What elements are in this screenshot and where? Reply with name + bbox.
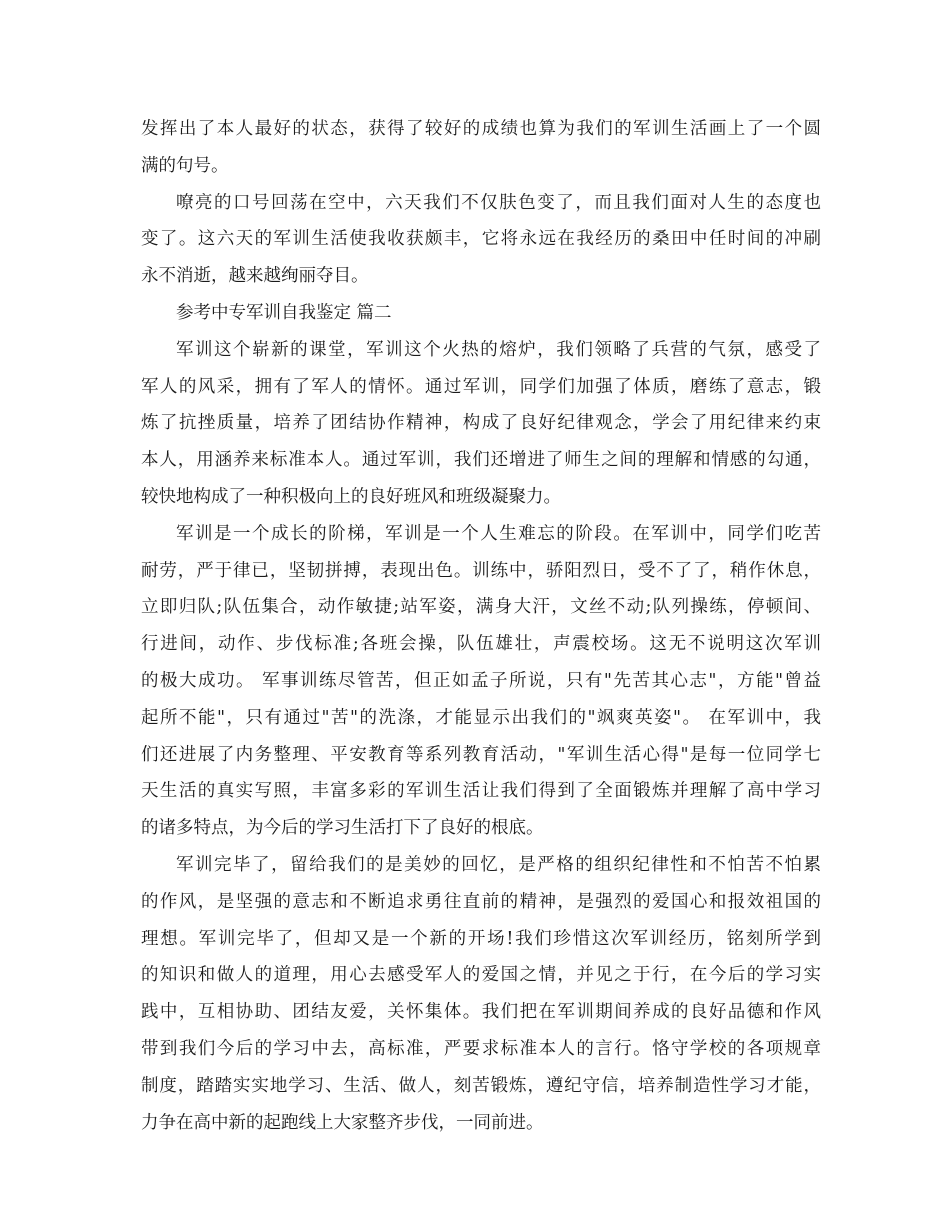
paragraph-first-line: 嘹亮的口号回荡在空中，六天我们不仅肤色变了，而且我们面对人生的态度也 — [176, 192, 821, 213]
paragraph-first-line: 参考中专军训自我鉴定 篇二 — [176, 302, 392, 323]
text-line: 的作风，是坚强的意志和不断追求勇往直前的精神，是强烈的爱国心和报效祖国的 — [141, 891, 821, 912]
text-line: 耐劳，严于律已，坚韧拼搏，表现出色。训练中，骄阳烈日，受不了了，稍作休息， — [141, 560, 821, 581]
text-line: 发挥出了本人最好的状态，获得了较好的成绩也算为我们的军训生活画上了一个圆 — [141, 119, 821, 139]
text-line: 理想。军训完毕了，但却又是一个新的开场!我们珍惜这次军训经历，铭刻所学到 — [141, 928, 821, 949]
paragraph-first-line: 军训是一个成长的阶梯，军训是一个人生难忘的阶段。在军训中，同学们吃苦 — [176, 523, 821, 544]
text-line: 军人的风采，拥有了军人的情怀。通过军训，同学们加强了体质，磨练了意志，锻 — [141, 376, 821, 397]
text-line: 的诸多特点，为今后的学习生活打下了良好的根底。 — [141, 818, 544, 839]
text-line: 立即归队;队伍集合，动作敏捷;站军姿，满身大汗，文丝不动;队列操练，停顿间、 — [141, 597, 821, 618]
text-line: 炼了抗挫质量，培养了团结协作精神，构成了良好纪律观念，学会了用纪律来约束 — [141, 413, 821, 434]
text-line: 们还进展了内务整理、平安教育等系列教育活动，"军训生活心得"是每一位同学七 — [141, 744, 821, 765]
text-line: 行进间，动作、步伐标准;各班会操，队伍雄壮，声震校场。这无不说明这次军训 — [141, 634, 821, 655]
text-line: 力争在高中新的起跑线上大家整齐步伐，一同前进。 — [141, 1112, 544, 1133]
text-line: 变了。这六天的军训生活使我收获颇丰，它将永远在我经历的桑田中任时间的冲刷 — [141, 229, 821, 250]
text-line: 带到我们今后的学习中去，高标准，严要求标准本人的言行。恪守学校的各项规章 — [141, 1038, 821, 1059]
text-line: 的极大成功。 军事训练尽管苦，但正如孟子所说，只有"先苦其心志"，方能"曾益 — [141, 670, 821, 691]
text-line: 永不消逝，越来越绚丽夺目。 — [141, 266, 369, 287]
document-body — [141, 111, 821, 1141]
text-line: 天生活的真实写照，丰富多彩的军训生活让我们得到了全面锻炼并理解了高中学习 — [141, 781, 821, 802]
text-line: 的知识和做人的道理，用心去感受军人的爱国之情，并见之于行，在今后的学习实 — [141, 965, 821, 986]
text-line: 践中，互相协助、团结友爱，关怀集体。我们把在军训期间养成的良好品德和作风 — [141, 1002, 821, 1023]
text-line: 满的句号。 — [141, 155, 229, 176]
text-line: 本人，用涵养来标准本人。通过军训，我们还增进了师生之间的理解和情感的勾通， — [141, 450, 821, 471]
paragraph-first-line: 军训这个崭新的课堂，军训这个火热的熔炉，我们领略了兵营的气氛，感受了 — [176, 339, 821, 360]
text-line: 较快地构成了一种积极向上的良好班风和班级凝聚力。 — [141, 486, 561, 507]
paragraph-first-line: 军训完毕了，留给我们的是美妙的回忆，是严格的组织纪律性和不怕苦不怕累 — [176, 854, 821, 875]
text-line: 起所不能"，只有通过"苦"的洗涤，才能显示出我们的"飒爽英姿"。 在军训中，我 — [141, 707, 821, 728]
text-line: 制度，踏踏实实地学习、生活、做人，刻苦锻炼，遵纪守信，培养制造性学习才能， — [141, 1075, 821, 1096]
